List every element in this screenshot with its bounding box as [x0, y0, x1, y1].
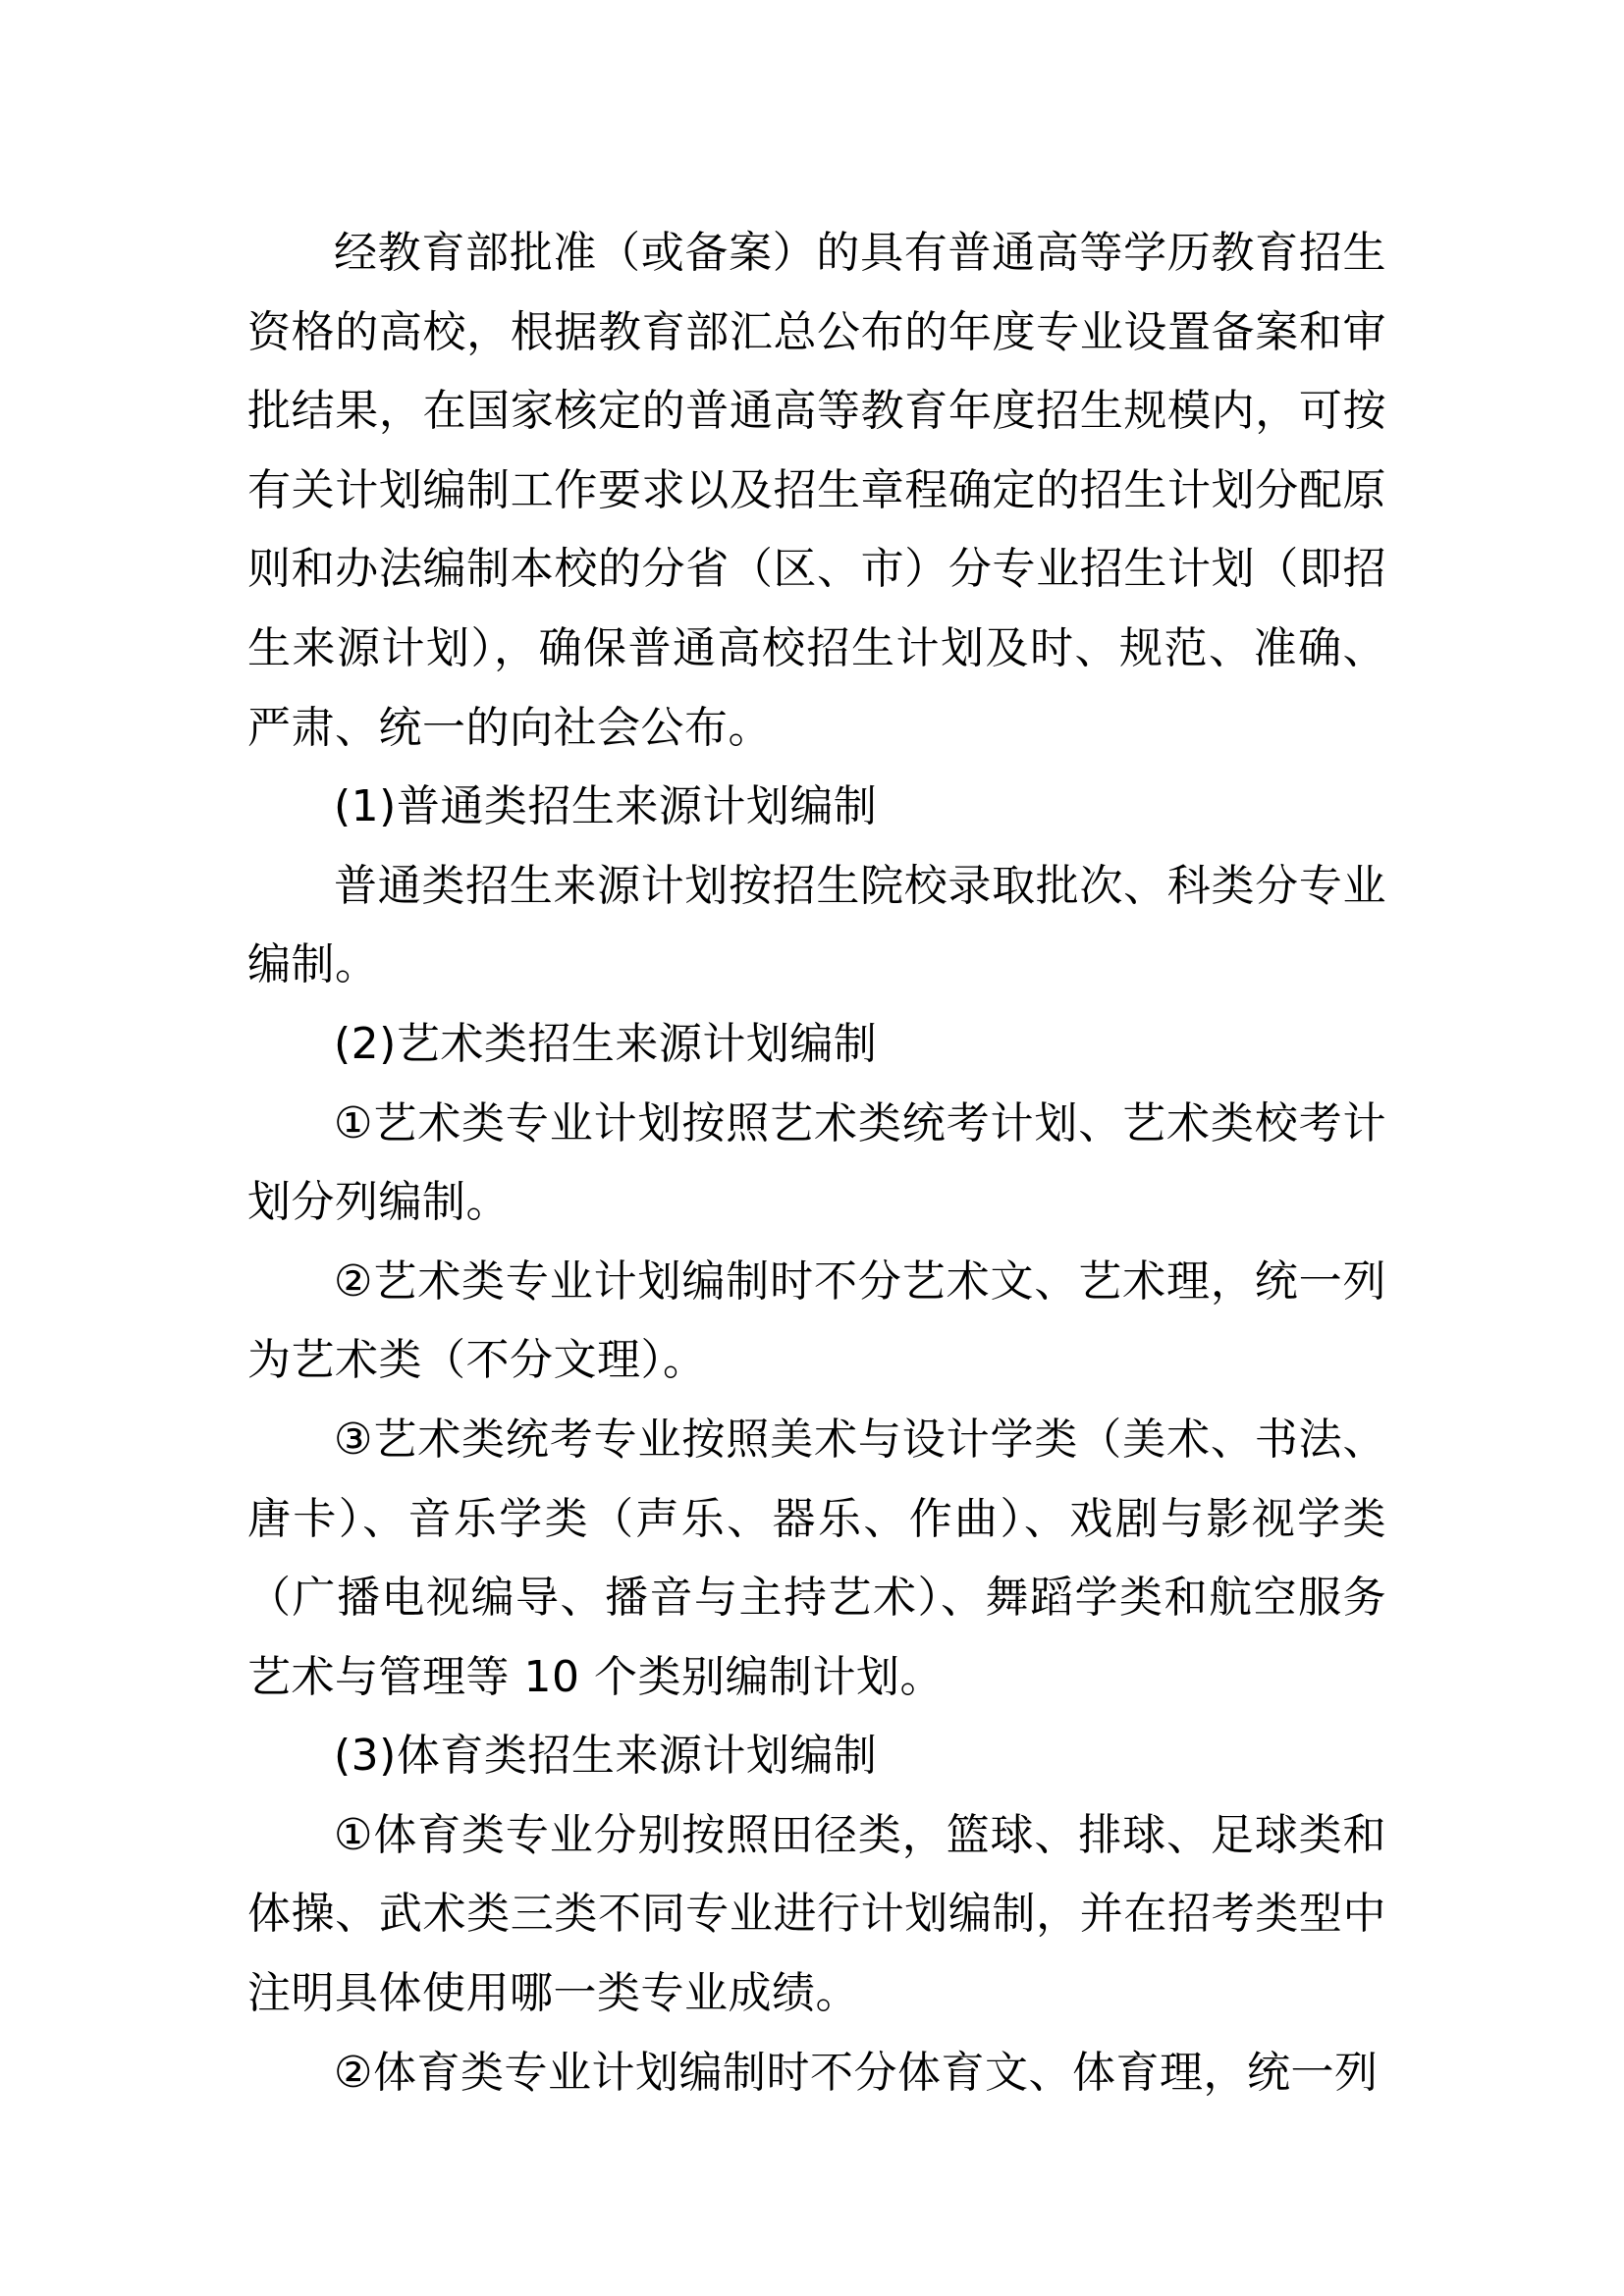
paragraph-general-plan: 普通类招生来源计划按招生院校录取批次、科类分专业编制。 — [247, 860, 1386, 990]
paragraph-sports-item-1: ①体育类专业分别按照田径类，篮球、排球、足球类和体操、武术类三类不同专业进行计划编制，并在招考类型中注明具体使用哪一类专业成绩。 — [247, 1809, 1386, 2019]
heading-sports-plan: (3)体育类招生来源计划编制 — [334, 1731, 878, 1782]
heading-art-plan: (2)艺术类招生来源计划编制 — [334, 1018, 878, 1069]
document-page — [247, 214, 1386, 2112]
paragraph-art-item-3: ③艺术类统考专业按照美术与设计学类（美术、书法、唐卡）、音乐学类（声乐、器乐、作曲）、戏剧与影视学类（广播电视编导、播音与主持艺术）、舞蹈学类和航空服务艺术与管理等 10 个类别编制计划。 — [247, 1414, 1386, 1702]
heading-general-plan: (1)普通类招生来源计划编制 — [334, 781, 878, 832]
paragraph-intro: 经教育部批准（或备案）的具有普通高等学历教育招生资格的高校，根据教育部汇总公布的年度专业设置备案和审批结果，在国家核定的普通高等教育年度招生规模内，可按有关计划编制工作要求以及招生章程确定的招生计划分配原则和办法编制本校的分省（区、市）分专业招生计划（即招生来源计划），确保普通高校招生计划及时、规范、准确、严肃、统一的向社会公布。 — [247, 228, 1386, 753]
paragraph-art-item-2: ②艺术类专业计划编制时不分艺术文、艺术理，统一列为艺术类（不分文理）。 — [247, 1255, 1386, 1386]
paragraph-art-item-1: ①艺术类专业计划按照艺术类统考计划、艺术类校考计划分列编制。 — [247, 1097, 1386, 1228]
paragraph-sports-item-2: ②体育类专业计划编制时不分体育文、体育理，统一列 — [334, 2047, 1379, 2098]
